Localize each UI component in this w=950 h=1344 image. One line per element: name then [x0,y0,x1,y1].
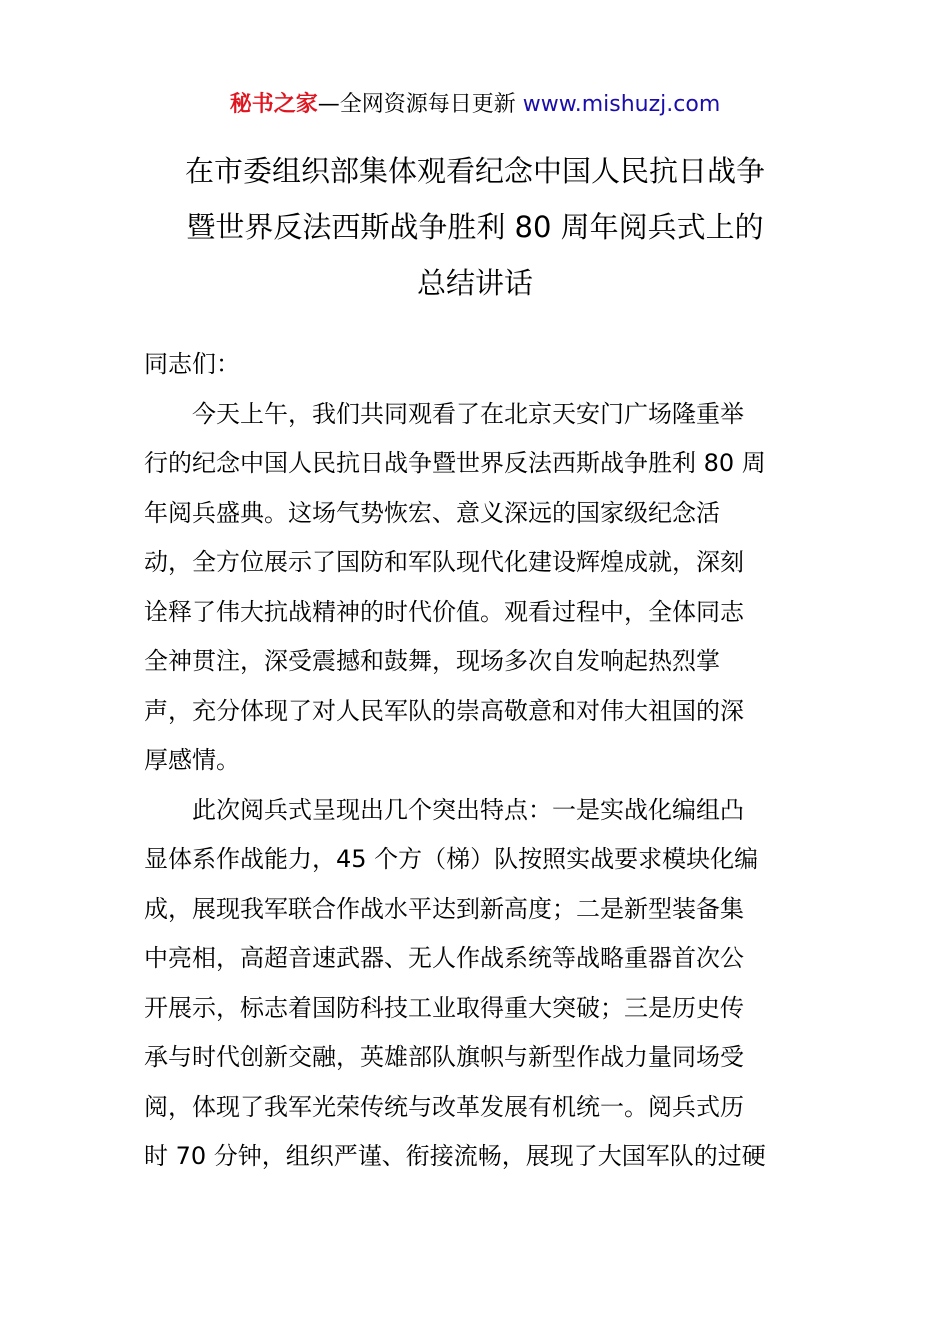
text-line: 年阅兵盛典。这场气势恢宏、意义深远的国家级纪念活 [144,498,720,527]
text-line: 诠释了伟大抗战精神的时代价值。观看过程中，全体同志 [144,597,744,626]
text-line: 阅，体现了我军光荣传统与改革发展有机统一。阅兵式历 [144,1092,744,1121]
title-line: 暨世界反法西斯战争胜利 80 周年阅兵式上的 [186,210,764,244]
site-name: 秘书之家 [229,92,318,117]
text-line: 此次阅兵式呈现出几个突出特点：一是实战化编组凸 [192,795,744,824]
title-line: 总结讲话 [416,266,533,300]
site-url-link[interactable]: www.mishuzj.com [522,92,721,117]
text-line: 声，充分体现了对人民军队的崇高敬意和对伟大祖国的深 [144,696,744,725]
document-body [144,340,808,1182]
text-line: 厚感情。 [144,746,240,774]
text-line: 显体系作战能力，45 个方（梯）队按照实战要求模块化编 [144,845,759,873]
text-line: 开展示，标志着国防科技工业取得重大突破；三是历史传 [144,993,744,1022]
text-line: 动，全方位展示了国防和军队现代化建设辉煌成就，深刻 [144,548,744,576]
document-title [140,143,810,311]
site-header [0,88,950,122]
text-line: 今天上午，我们共同观看了在北京天安门广场隆重举 [192,399,744,428]
title-line: 在市委组织部集体观看纪念中国人民抗日战争 [184,154,765,188]
paragraph [144,390,808,786]
site-tagline: —全网资源每日更新 [317,92,516,117]
paragraph [144,786,808,1182]
text-line: 时 70 分钟，组织严谨、衔接流畅，展现了大国军队的过硬 [144,1142,766,1170]
text-line: 全神贯注，深受震撼和鼓舞，现场多次自发响起热烈掌 [144,647,720,675]
text-line: 中亮相，高超音速武器、无人作战系统等战略重器首次公 [144,944,744,972]
salutation: 同志们： [144,350,240,378]
text-line: 行的纪念中国人民抗日战争暨世界反法西斯战争胜利 80 周 [144,449,766,477]
text-line: 承与时代创新交融，英雄部队旗帜与新型作战力量同场受 [144,1043,744,1071]
text-line: 成，展现我军联合作战水平达到新高度；二是新型装备集 [144,894,744,923]
